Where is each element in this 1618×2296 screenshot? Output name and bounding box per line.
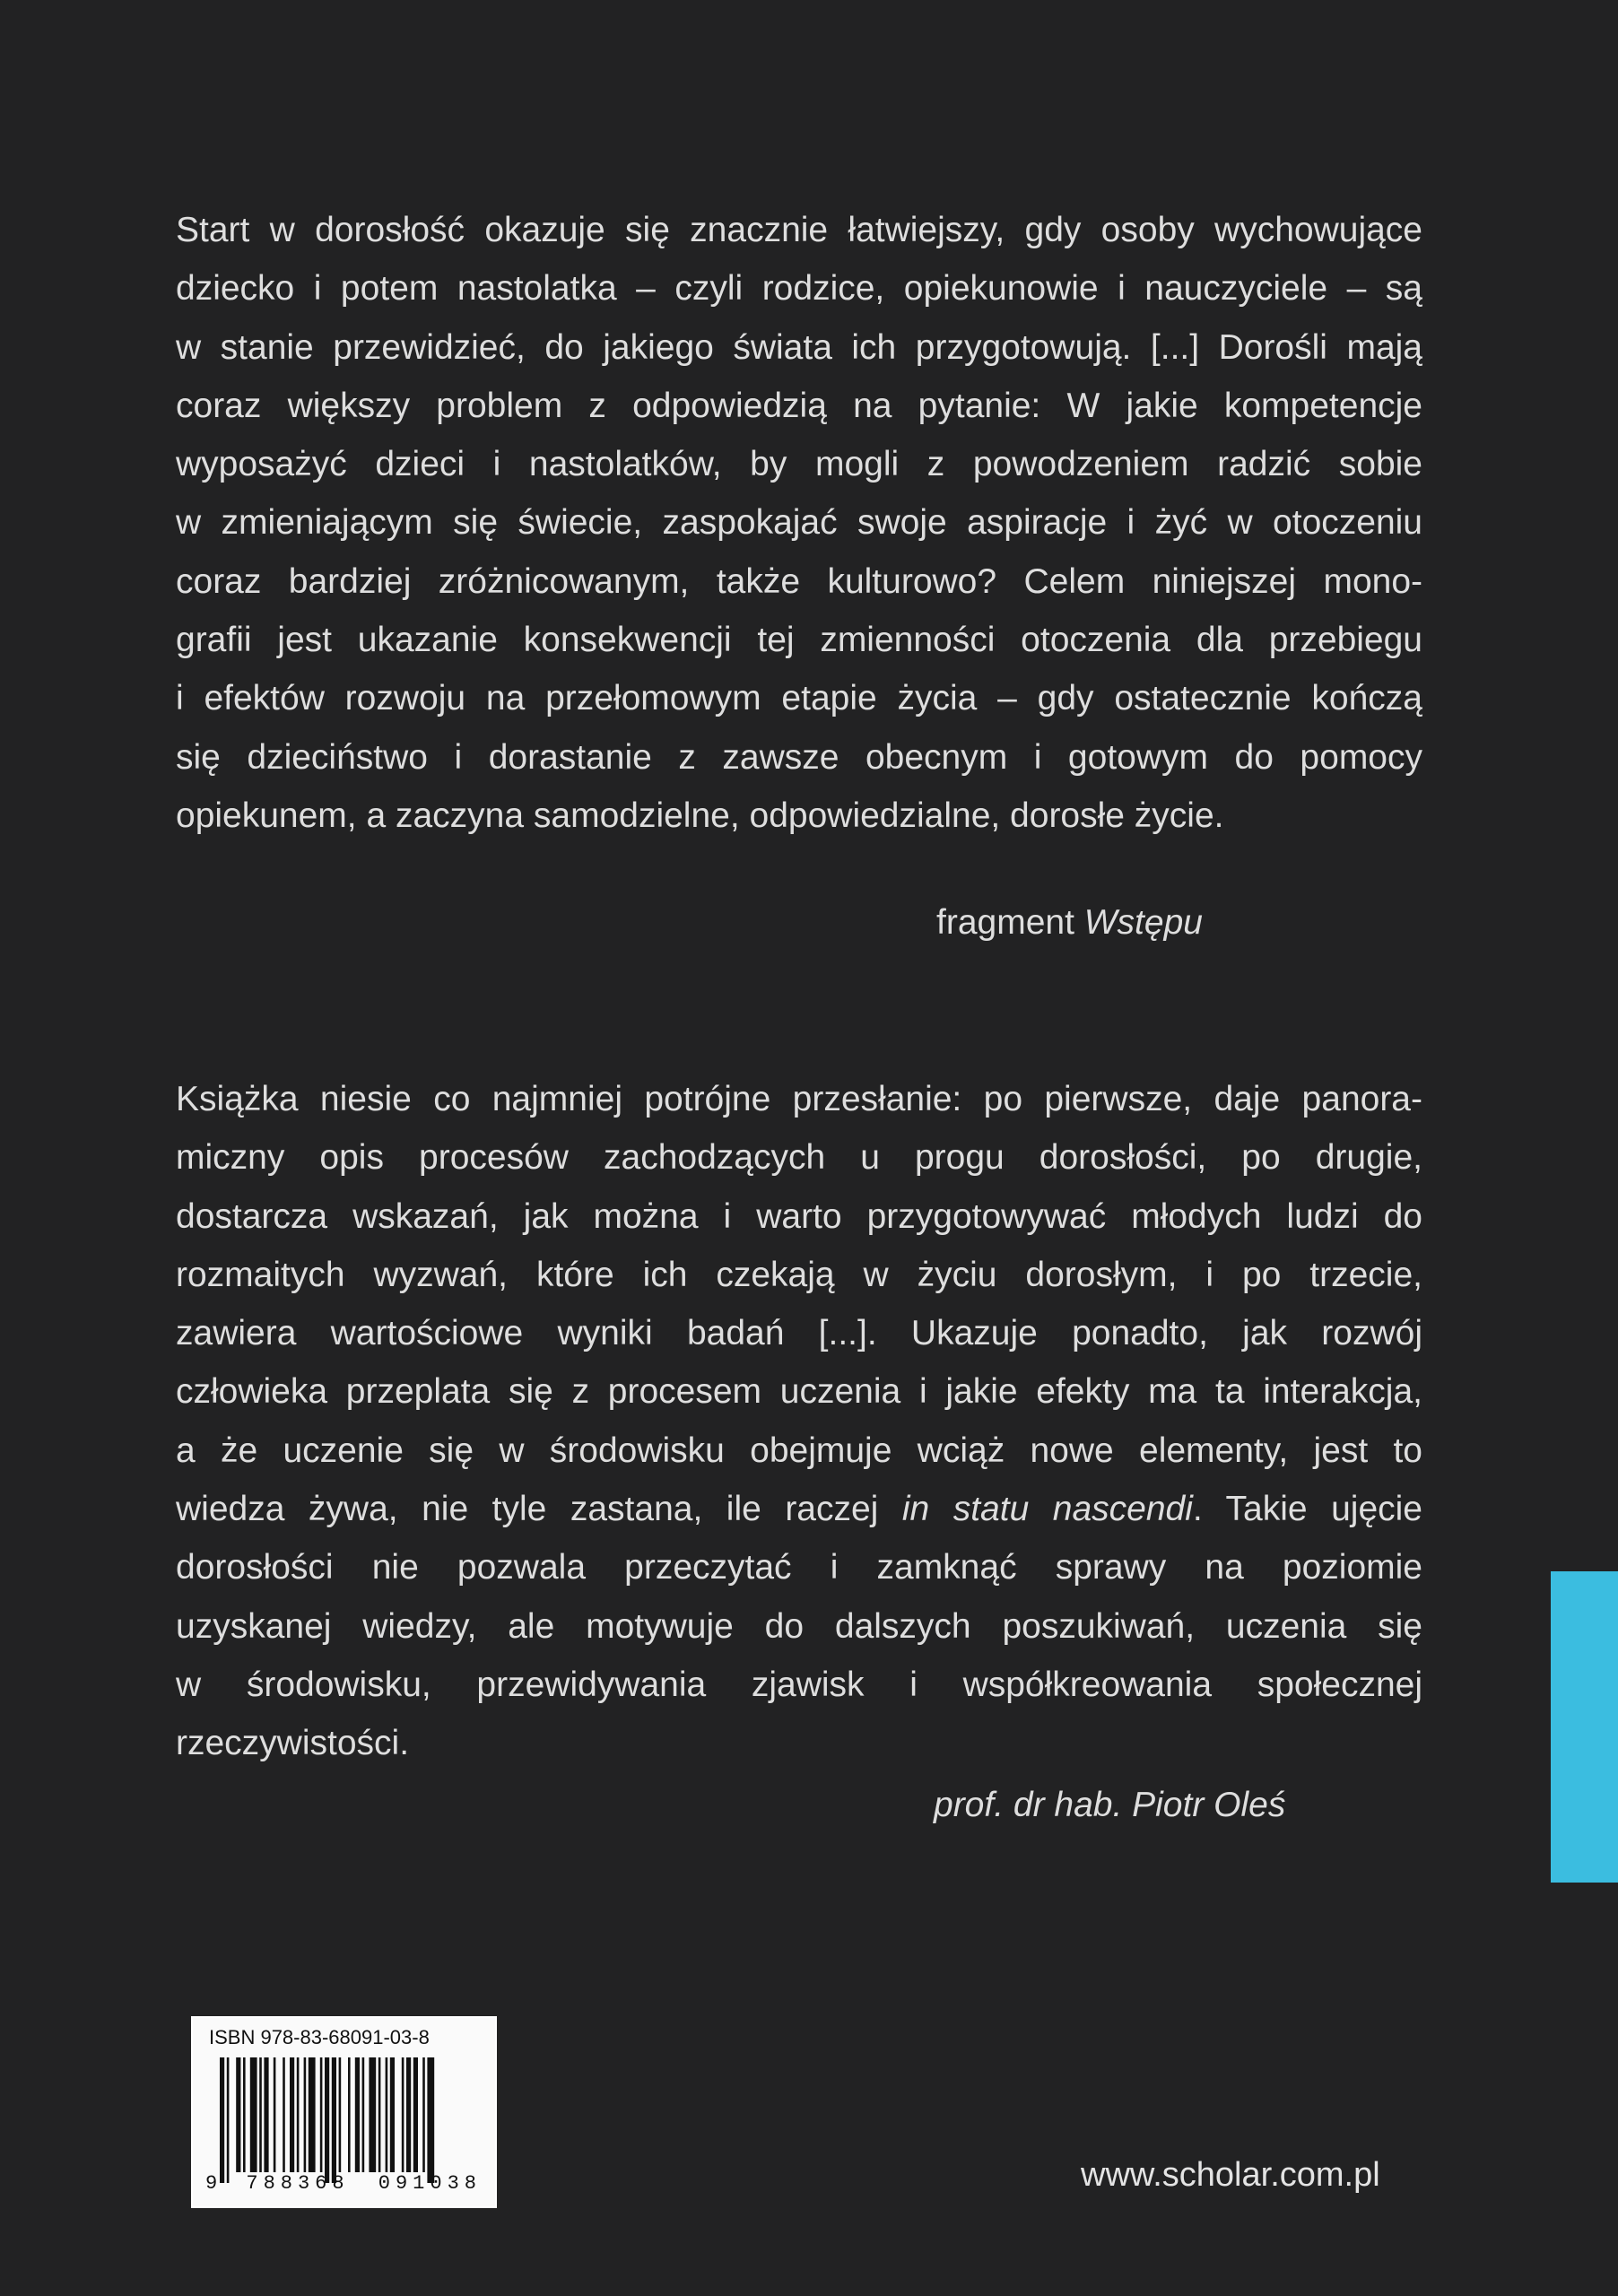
intro-line: w stanie przewidzieć, do jakiego świata ich przygotowują. [...] Dorośli mają [176,327,1422,367]
intro-line: Start w dorosłość okazuje się znacznie łatwiejszy, gdy osoby wychowujące [176,211,1422,249]
intro-line: coraz większy problem z odpowiedzią na pytanie: W jakie kompetencje [176,386,1422,425]
isbn-digit-lead: 9 [205,2172,218,2195]
review-line: w środowisku, przewidywania zjawisk i współkreowania społecznej [176,1665,1422,1704]
review-line: uzyskanej wiedzy, ale motywuje do dalszych poszukiwań, uczenia się [176,1606,1422,1646]
review-line: zawiera wartościowe wyniki badań [...]. Ukazuje ponadto, jak rozwój [176,1314,1422,1353]
review-line: rozmaitych wyzwań, które ich czekają w życiu dorosłym, i po trzecie, [176,1255,1422,1294]
review-line: człowieka przeplata się z procesem uczenia i jakie efekty ma ta interakcja, [176,1372,1422,1412]
review-line: miczny opis procesów zachodzących u progu dorosłości, po drugie, [176,1138,1422,1178]
intro-line: coraz bardziej zróżnicowanym, także kulturowo? Celem niniejszej mono- [176,561,1422,601]
barcode-bar [274,2057,276,2172]
review-line8-after: . Takie ujęcie [1192,1490,1422,1529]
barcode-bar [309,2057,316,2172]
barcode-bar [339,2057,342,2172]
barcode-bar [378,2057,381,2172]
barcode-bar [220,2057,224,2183]
review-line-italic-phrase [176,1480,1422,1538]
barcode-bar [290,2057,294,2172]
intro-line: dziecko i potem nastolatka – czyli rodzice, opiekunowie i nauczyciele – są [176,269,1422,309]
intro-source-title: Wstępu [1083,903,1203,942]
review-author: prof. dr hab. Piotr Oleś [934,1786,1286,1824]
latin-phrase: in statu nascendi [901,1490,1193,1529]
isbn-digit-left: 788368 [246,2172,350,2195]
barcode-bar [250,2057,257,2172]
barcode-bar [406,2057,411,2172]
intro-source [936,900,1203,945]
review-paragraph [176,1070,1422,1773]
barcode-bar [304,2057,307,2172]
review-line: Książka niesie co najmniej potrójne przesłanie: po pierwsze, daje panora- [176,1080,1422,1118]
isbn-digit-right: 091038 [378,2172,482,2195]
isbn-barcode [191,2016,497,2208]
barcode-bar [332,2057,336,2183]
review-line: rzeczywistości. [176,1724,410,1763]
barcode-bar [386,2057,388,2172]
barcode-bar [264,2057,268,2172]
barcode-bar [243,2057,246,2172]
intro-source-prefix: fragment [936,903,1074,942]
isbn-digits [205,2172,482,2196]
barcode-bar [236,2057,240,2172]
barcode-bar [297,2057,300,2172]
publisher-website: www.scholar.com.pl [1081,2156,1380,2194]
review-line: dorosłości nie pozwala przeczytać i zamknąć sprawy na poziomie [176,1548,1422,1587]
barcode-bar [369,2057,376,2172]
barcode-bar [427,2057,434,2183]
intro-line: grafii jest ukazanie konsekwencji tej zmienności otoczenia dla przebiegu [176,621,1422,660]
barcode-bar [402,2057,404,2172]
review-line: dostarcza wskazań, jak można i warto przygotowywać młodych ludzi do [176,1196,1422,1236]
barcode-bar [325,2057,329,2183]
barcode-bar [283,2057,285,2172]
barcode-bar [348,2057,351,2172]
review-line: a że uczenie się w środowisku obejmuje wciąż nowe elementy, jest to [176,1431,1422,1470]
intro-line: się dzieciństwo i dorastanie z zawsze obecnym i gotowym do pomocy [176,737,1422,777]
accent-tab [1551,1571,1618,1883]
barcode-bar [259,2057,262,2172]
barcode-bar [390,2057,395,2172]
barcode-bar [355,2057,360,2172]
intro-line: w zmieniającym się świecie, zaspokajać swoje aspiracje i żyć w otoczeniu [176,503,1422,543]
intro-line: i efektów rozwoju na przełomowym etapie życia – gdy ostatecznie kończą [176,679,1422,718]
barcode-bar [362,2057,365,2172]
barcode-bar [413,2057,418,2172]
intro-paragraph [176,201,1422,845]
barcode-bar [227,2057,230,2183]
intro-line: opiekunem, a zaczyna samodzielne, odpowiedzialne, dorosłe życie. [176,796,1224,835]
review-line8-before: wiedza żywa, nie tyle zastana, ile raczej [176,1490,902,1529]
barcode-bar [422,2057,425,2172]
isbn-label: ISBN 978-83-68091-03-8 [209,2026,430,2048]
intro-line: wyposażyć dzieci i nastolatków, by mogli z powodzeniem radzić sobie [176,445,1422,484]
barcode-bar [320,2057,323,2172]
